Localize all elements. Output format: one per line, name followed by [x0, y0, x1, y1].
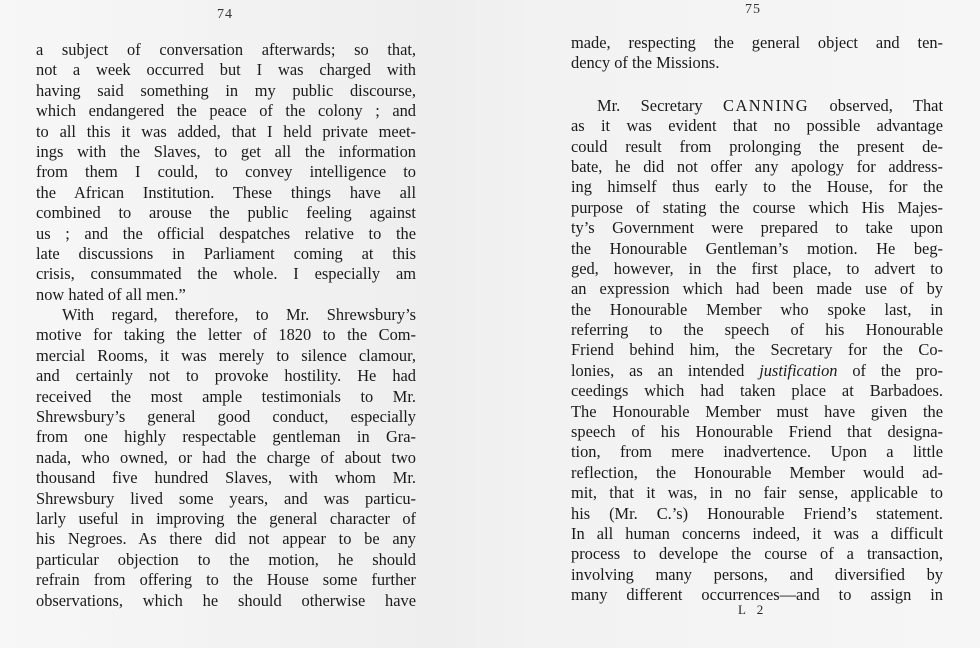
text-line: Mr. Secretary CANNING observed, That — [597, 95, 943, 115]
text-line: tion, from mere inadvertence. Upon a little — [571, 442, 943, 462]
page-number: 75 — [745, 2, 761, 17]
text-line: the Honourable Gentleman’s motion. He beg- — [571, 238, 943, 258]
text-line: With regard, therefore, to Mr. Shrewsbury’s — [62, 305, 416, 325]
italic-word: justification — [759, 360, 838, 380]
text-line: an expression which had been made use of by — [571, 279, 943, 299]
left-page-text — [36, 40, 416, 611]
text-line: a subject of conversation afterwards; so that, — [36, 40, 416, 59]
text-line: having said something in my public discourse, — [36, 80, 416, 100]
signature-mark: L 2 — [738, 602, 768, 617]
text-line: The Honourable Member must have given the — [571, 401, 943, 421]
text-line: lonies, as an intended justification of the pro- — [571, 360, 944, 380]
text-line: Shrewsbury’s general good conduct, especially — [36, 407, 416, 427]
text-line: as it was evident that no possible advantage — [571, 116, 943, 136]
text-line: ceedings which had taken place at Barbadoes. — [571, 381, 943, 401]
text-line: Shrewsbury lived some years, and was particu- — [36, 488, 416, 508]
paragraph-gap — [571, 74, 943, 96]
text-line: which endangered the peace of the colony ; and — [36, 101, 416, 121]
speaker-name: CANNING — [723, 95, 810, 115]
text-line: received the most ample testimonials to Mr. — [36, 386, 416, 406]
text-line: to all this it was added, that I held private meet- — [36, 121, 416, 141]
text-line: involving many persons, and diversified by — [571, 564, 943, 584]
text-line: late discussions in Parliament coming at this — [36, 243, 416, 263]
text-line: purpose of stating the course which His Majes- — [571, 197, 943, 217]
text-line: combined to arouse the public feeling against — [36, 203, 416, 223]
text-line: ged, however, in the first place, to advert to — [571, 258, 943, 278]
text-line: made, respecting the general object and ten- — [571, 33, 943, 52]
text-line: motive for taking the letter of 1820 to the Com- — [36, 325, 416, 345]
text-line: observations, which he should otherwise have — [36, 590, 416, 610]
right-page-text — [571, 33, 943, 606]
text-line: referring to the speech of his Honourable — [571, 320, 943, 340]
paragraph — [571, 33, 943, 74]
text-line: could result from prolonging the present de- — [571, 136, 943, 156]
text-line: speech of his Honourable Friend that designa- — [571, 422, 943, 442]
text-line: Friend behind him, the Secretary for the Co- — [571, 340, 943, 360]
text-line: In all human concerns indeed, it was a difficult — [571, 523, 943, 543]
text-line: many different occurrences—and to assign in — [571, 585, 943, 605]
text-line: bate, he did not offer any apology for address- — [571, 156, 943, 176]
text-line: ing himself thus early to the House, for the — [571, 177, 943, 197]
text-line: his Negroes. As there did not appear to be any — [36, 529, 416, 549]
text-line: process to develope the course of a transaction, — [571, 544, 943, 564]
text-line: refrain from offering to the House some further — [36, 570, 416, 590]
text-line: from them I could, to convey intelligence to — [36, 162, 416, 182]
text-line: ty’s Government were prepared to take upon — [571, 218, 943, 238]
text-line: now hated of all men.” — [36, 284, 186, 304]
paragraph — [571, 96, 943, 606]
text-line: not a week occurred but I was charged with — [36, 60, 416, 80]
text-line: and certainly not to provoke hostility. He had — [36, 366, 416, 386]
text-line: larly useful in improving the general character of — [36, 508, 416, 528]
text-line: crisis, consummated the whole. I especially am — [36, 264, 416, 284]
text-line: mit, that it was, in no fair sense, applicable to — [571, 483, 943, 503]
text-line: from one highly respectable gentleman in Gra- — [36, 427, 416, 447]
text-line: dency of the Missions. — [571, 53, 720, 73]
right-page — [490, 0, 980, 648]
text-line: thousand five hundred Slaves, with whom Mr. — [36, 468, 416, 488]
text-line: ings with the Slaves, to get all the information — [36, 141, 416, 161]
text-line: the African Institution. These things have all — [36, 182, 416, 202]
text-line: the Honourable Member who spoke last, in — [571, 299, 943, 319]
text-line: particular objection to the motion, he should — [36, 549, 416, 569]
text-line: mercial Rooms, it was merely to silence clamour, — [36, 345, 416, 365]
text-line: us ; and the official despatches relative to the — [36, 223, 416, 243]
text-line: his (Mr. C.’s) Honourable Friend’s statement. — [571, 503, 943, 523]
page-number: 74 — [217, 7, 233, 22]
text-line: nada, who owned, or had the charge of about two — [36, 447, 416, 467]
text-line: reflection, the Honourable Member would ad- — [571, 462, 943, 482]
